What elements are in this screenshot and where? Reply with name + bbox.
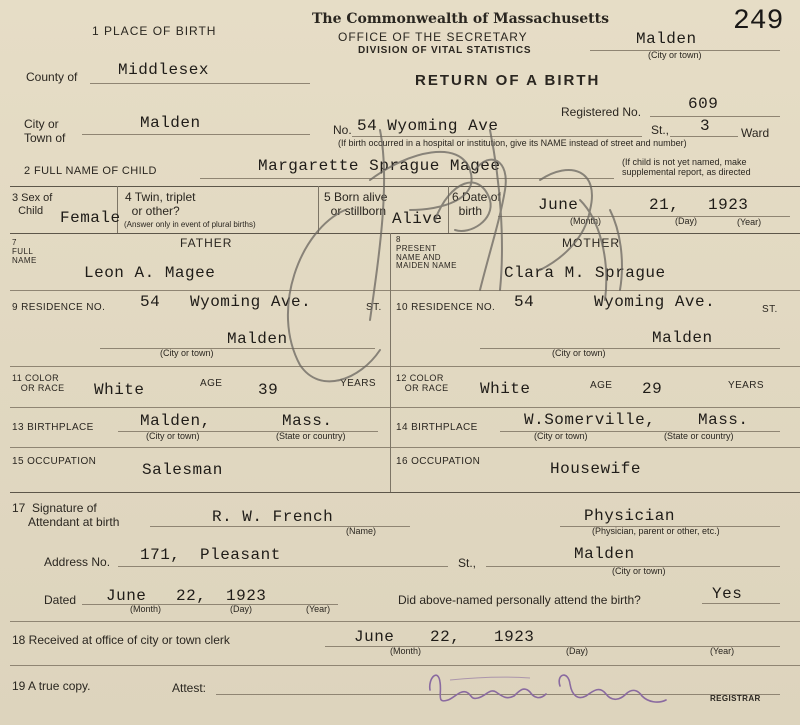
mother-occupation: Housewife: [550, 460, 641, 478]
birth-year-caption: (Year): [737, 217, 762, 227]
father-residence-no: 54: [140, 293, 161, 311]
mother-color-label: 12 COLOR OR RACE: [396, 373, 449, 394]
father-residence-label: 9 RESIDENCE NO.: [12, 302, 106, 313]
father-years-label: YEARS: [340, 378, 376, 389]
twin-note: (Answer only in event of plural births): [124, 220, 256, 229]
birth-year: 1923: [708, 196, 749, 214]
city-top-caption: (City or town): [648, 50, 702, 60]
mother-residence-no: 54: [514, 293, 535, 311]
mother-occupation-label: 16 OCCUPATION: [396, 456, 481, 467]
father-st-label: ST.: [366, 302, 382, 313]
st-label: St.,: [651, 123, 670, 137]
mother-birthplace-label: 14 BIRTHPLACE: [396, 422, 478, 433]
place-of-birth-label: 1 PLACE OF BIRTH: [92, 24, 217, 38]
mother-age-label: AGE: [590, 380, 613, 391]
received-day-caption: (Day): [566, 646, 588, 656]
birth-month: June: [538, 196, 579, 214]
certificate-number: 249: [733, 6, 784, 37]
father-birthplace-state: Mass.: [282, 412, 333, 430]
address-city-caption: (City or town): [612, 566, 666, 576]
street-no-label: No.: [333, 123, 352, 137]
mother-name: Clara M. Sprague: [504, 264, 666, 282]
attendant-signature-label: 17 Signature of Attendant at birth: [12, 501, 120, 529]
child-name-value: Margarette Sprague Magee: [258, 157, 501, 175]
mother-birthplace-state-caption: (State or country): [664, 431, 734, 441]
city-top-value: Malden: [636, 30, 697, 48]
ward-value: 3: [700, 117, 711, 135]
father-color-label: 11 COLOR OR RACE: [12, 373, 65, 394]
father-color: White: [94, 381, 145, 399]
mother-city-caption: (City or town): [552, 348, 606, 358]
child-name-label: 2 FULL NAME OF CHILD: [24, 165, 157, 177]
received-month-caption: (Month): [390, 646, 422, 656]
birth-day-caption: (Day): [675, 216, 697, 226]
address-city: Malden: [574, 545, 635, 563]
form-title: RETURN OF A BIRTH: [415, 72, 601, 89]
attend-question: Did above-named personally attend the birth?: [398, 593, 641, 607]
father-birthplace-city-caption: (City or town): [146, 431, 200, 441]
received-label: 18 Received at office of city or town clerk: [12, 633, 230, 647]
county-label: County of: [26, 70, 78, 84]
registered-value: 609: [688, 95, 719, 113]
father-occupation: Salesman: [142, 461, 223, 479]
sex-label: 3 Sex of Child: [12, 192, 53, 217]
mother-full-name-label: 8 PRESENT NAME AND MAIDEN NAME: [396, 235, 457, 271]
attendant-name: R. W. French: [212, 508, 334, 526]
mother-residence-city: Malden: [652, 329, 713, 347]
dated-label: Dated: [44, 593, 77, 607]
address-street: Pleasant: [200, 546, 281, 564]
true-copy-label: 19 A true copy.: [12, 679, 91, 693]
dated-year-caption: (Year): [306, 604, 331, 614]
birth-month-caption: (Month): [570, 216, 602, 226]
mother-residence-label: 10 RESIDENCE NO.: [396, 302, 496, 313]
dated-month-caption: (Month): [130, 604, 162, 614]
birth-day: 21,: [649, 196, 680, 214]
born-value: Alive: [392, 210, 443, 228]
date-of-birth-label: 6 Date of birth: [452, 190, 501, 218]
city-value: Malden: [140, 114, 201, 132]
county-value: Middlesex: [118, 61, 209, 79]
mother-color: White: [480, 380, 531, 398]
dated-day-caption: (Day): [230, 604, 252, 614]
street-value: 54 Wyoming Ave: [357, 117, 499, 135]
mother-st-label: ST.: [762, 304, 778, 315]
division-title: DIVISION OF VITAL STATISTICS: [358, 45, 532, 56]
registered-label: Registered No.: [561, 105, 642, 119]
mother-residence-street: Wyoming Ave.: [594, 293, 716, 311]
received-month: June: [354, 628, 395, 646]
received-year-caption: (Year): [710, 646, 735, 656]
father-residence-city: Malden: [227, 330, 288, 348]
registrar-label: REGISTRAR: [710, 694, 761, 703]
mother-birthplace-state: Mass.: [698, 411, 749, 429]
sex-value: Female: [60, 209, 121, 227]
registrar-signature: [410, 660, 690, 720]
twin-label: 4 Twin, triplet or other?: [125, 190, 196, 218]
attend-answer: Yes: [712, 585, 743, 603]
born-label: 5 Born alive or stillborn: [324, 190, 388, 218]
attest-label: Attest:: [172, 681, 207, 695]
mother-years-label: YEARS: [728, 380, 764, 391]
father-birthplace-city: Malden,: [140, 412, 211, 430]
hospital-note: (If birth occurred in a hospital or institution, give its NAME instead of street and number): [338, 138, 687, 148]
attendant-name-caption: (Name): [346, 526, 377, 536]
address-no: 171,: [140, 546, 181, 564]
attendant-role: Physician: [584, 507, 675, 525]
father-birthplace-label: 13 BIRTHPLACE: [12, 422, 94, 433]
father-residence-street: Wyoming Ave.: [190, 293, 312, 311]
dated-month: June: [106, 587, 147, 605]
received-year: 1923: [494, 628, 535, 646]
dated-day: 22,: [176, 587, 207, 605]
commonwealth-title: The Commonwealth of Massachusetts: [312, 11, 609, 27]
mother-section-label: MOTHER: [562, 236, 620, 250]
address-label: Address No.: [44, 555, 111, 569]
father-name: Leon A. Magee: [84, 264, 216, 282]
father-section-label: FATHER: [180, 236, 233, 250]
father-age: 39: [258, 381, 279, 399]
father-age-label: AGE: [200, 378, 223, 389]
attendant-role-caption: (Physician, parent or other, etc.): [592, 526, 720, 536]
ward-label: Ward: [741, 126, 770, 140]
dated-year: 1923: [226, 587, 267, 605]
address-st-label: St.,: [458, 556, 477, 570]
received-day: 22,: [430, 628, 461, 646]
office-title: OFFICE OF THE SECRETARY: [338, 30, 528, 44]
city-label: City or Town of: [24, 117, 66, 145]
father-full-name-label: 7 FULL NAME: [12, 238, 37, 266]
mother-age: 29: [642, 380, 663, 398]
mother-birthplace-city: W.Somerville,: [524, 411, 656, 429]
father-birthplace-state-caption: (State or country): [276, 431, 346, 441]
mother-birthplace-city-caption: (City or town): [534, 431, 588, 441]
father-city-caption: (City or town): [160, 348, 214, 358]
supplemental-note: (If child is not yet named, make supplemental report, as directed: [622, 157, 751, 177]
father-occupation-label: 15 OCCUPATION: [12, 456, 97, 467]
